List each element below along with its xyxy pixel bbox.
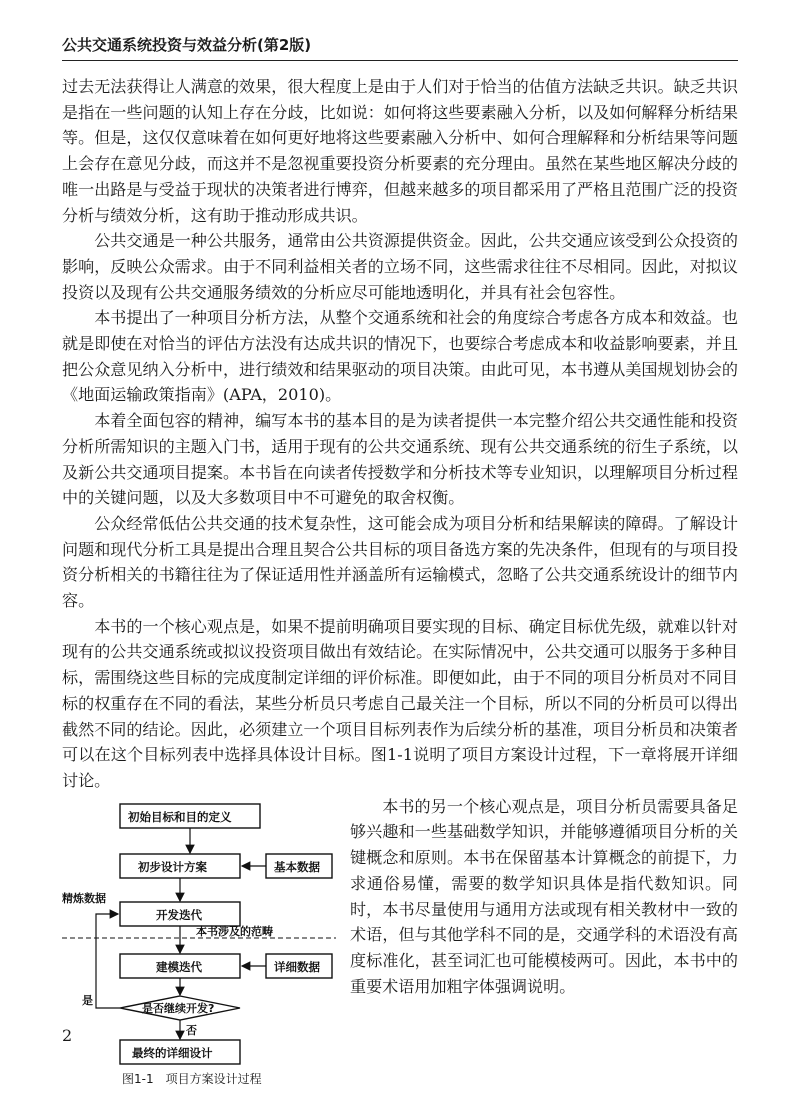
paragraph-6: 本书的一个核心观点是，如果不提前明确项目要实现的目标、确定目标优先级，就难以针对现有的公共交通系统或拟议投资项目做出有效结论。在实际情况中，公共交通可以服务于多种目标，需围绕这些目标的完成度制定详细的评价标准。即便如此，由于不同的项目分析员对不同目标的权重存在不同的看法，某些分析员只考虑自己最关注一个目标，所以不同的分析员可以得出截然不同的结论。因此，必须建立一个项目目标列表作为后续分析的基准，项目分析员和决策者可以在这个目标列表中选择具体设计目标。图1-1说明了项目方案设计过程，下一章将展开详细讨论。 (62, 616, 738, 790)
page-number: 2 (62, 1026, 73, 1045)
paragraph-7: 本书的另一个核心观点是，项目分析员需要具备足够兴趣和一些基础数学知识，并能够遵循项目分析的关键概念和原则。本书在保留基本计算概念的前提下，力求通俗易懂，需要的数学知识具体是指代数知识。同时，本书尽量使用与通用方法或现有相关教材中一致的术语，但与其他学科不同的是，交通学科的术语没有高度标准化，甚至词汇也可能模棱两可。因此，本书中的重要术语用加粗字体强调说明。 (350, 796, 738, 996)
decision-label: 是否继续开发? (142, 1001, 215, 1015)
paragraph-5: 公众经常低估公共交通的技术复杂性，这可能会成为项目分析和结果解读的障碍。了解设计问题和现代分析工具是提出合理且契合公共目标的项目备选方案的先决条件，但现有的与项目投资分析相关的书籍往往为了保证适用性并涵盖所有运输模式，忽略了公共交通系统设计的细节内容。 (62, 513, 738, 611)
box-modeling-iteration-label: 建模迭代 (156, 959, 202, 974)
label-yes: 是 (82, 993, 93, 1007)
loop-arrow (96, 914, 120, 1008)
label-no: 否 (186, 1023, 197, 1037)
paragraph-1: 过去无法获得让人满意的效果，很大程度上是由于人们对于恰当的估值方法缺乏共识。缺乏共识是指在一些问题的认知上存在分歧，比如说：如何将这些要素融入分析，以及如何解释分析结果等。但是，这仅仅意味着在如何更好地将这些要素融入分析中、如何合理解释和分析结果等问题上会存在意见分歧，而这并不是忽视重要投资分析要素的充分理由。虽然在某些地区解决分歧的唯一出路是与受益于现状的决策者进行博弈，但越来越多的项目都采用了严格且范围广泛的投资分析与绩效分析，这有助于推动形成共识。 (62, 77, 738, 225)
header-rule (62, 60, 738, 61)
flowchart (62, 798, 338, 1068)
figure-1-1 (62, 798, 338, 1098)
box-basic-data-label: 基本数据 (274, 859, 320, 874)
box-development-iteration-label: 开发迭代 (156, 907, 202, 922)
figure-caption: 图1-1 项目方案设计过程 (122, 1071, 262, 1086)
page-body (62, 74, 738, 1098)
paragraph-3: 本书提出了一种项目分析方法，从整个交通系统和社会的角度综合考虑各方成本和效益。也就是即使在对恰当的评估方法没有达成共识的情况下，也要综合考虑成本和收益影响要素，并且把公众意见纳入分析中，进行绩效和结果驱动的项目决策。由此可见，本书遵从美国规划协会的《地面运输政策指南》(APA，2010)。 (62, 308, 738, 405)
paragraph-2: 公共交通是一种公共服务，通常由公共资源提供资金。因此，公共交通应该受到公众投资的影响，反映公众需求。由于不同利益相关者的立场不同，这些需求往往不尽相同。因此，对拟议投资以及现有公共交通服务绩效的分析应尽可能地透明化，并具有社会包容性。 (62, 231, 738, 302)
box-final-design-label: 最终的详细设计 (132, 1045, 213, 1060)
paragraph-4: 本着全面包容的精神，编写本书的基本目的是为读者提供一本完整介绍公共交通性能和投资分析所需知识的主题入门书，适用于现有的公共交通系统、现有公共交通系统的衍生子系统，以及新公共交通项目提案。本书旨在向读者传授数学和分析技术等专业知识，以理解项目分析过程中的关键问题，以及大多数项目中不可避免的取舍权衡。 (62, 411, 738, 508)
label-refined-data: 精炼数据 (62, 891, 106, 905)
label-scope: 本书涉及的范畴 (196, 924, 273, 938)
box-preliminary-design-label: 初步设计方案 (138, 859, 207, 874)
box-initial-goals-label: 初始目标和目的定义 (128, 809, 232, 824)
running-header: 公共交通系统投资与效益分析(第2版) (62, 36, 312, 54)
box-detailed-data-label: 详细数据 (274, 959, 320, 974)
